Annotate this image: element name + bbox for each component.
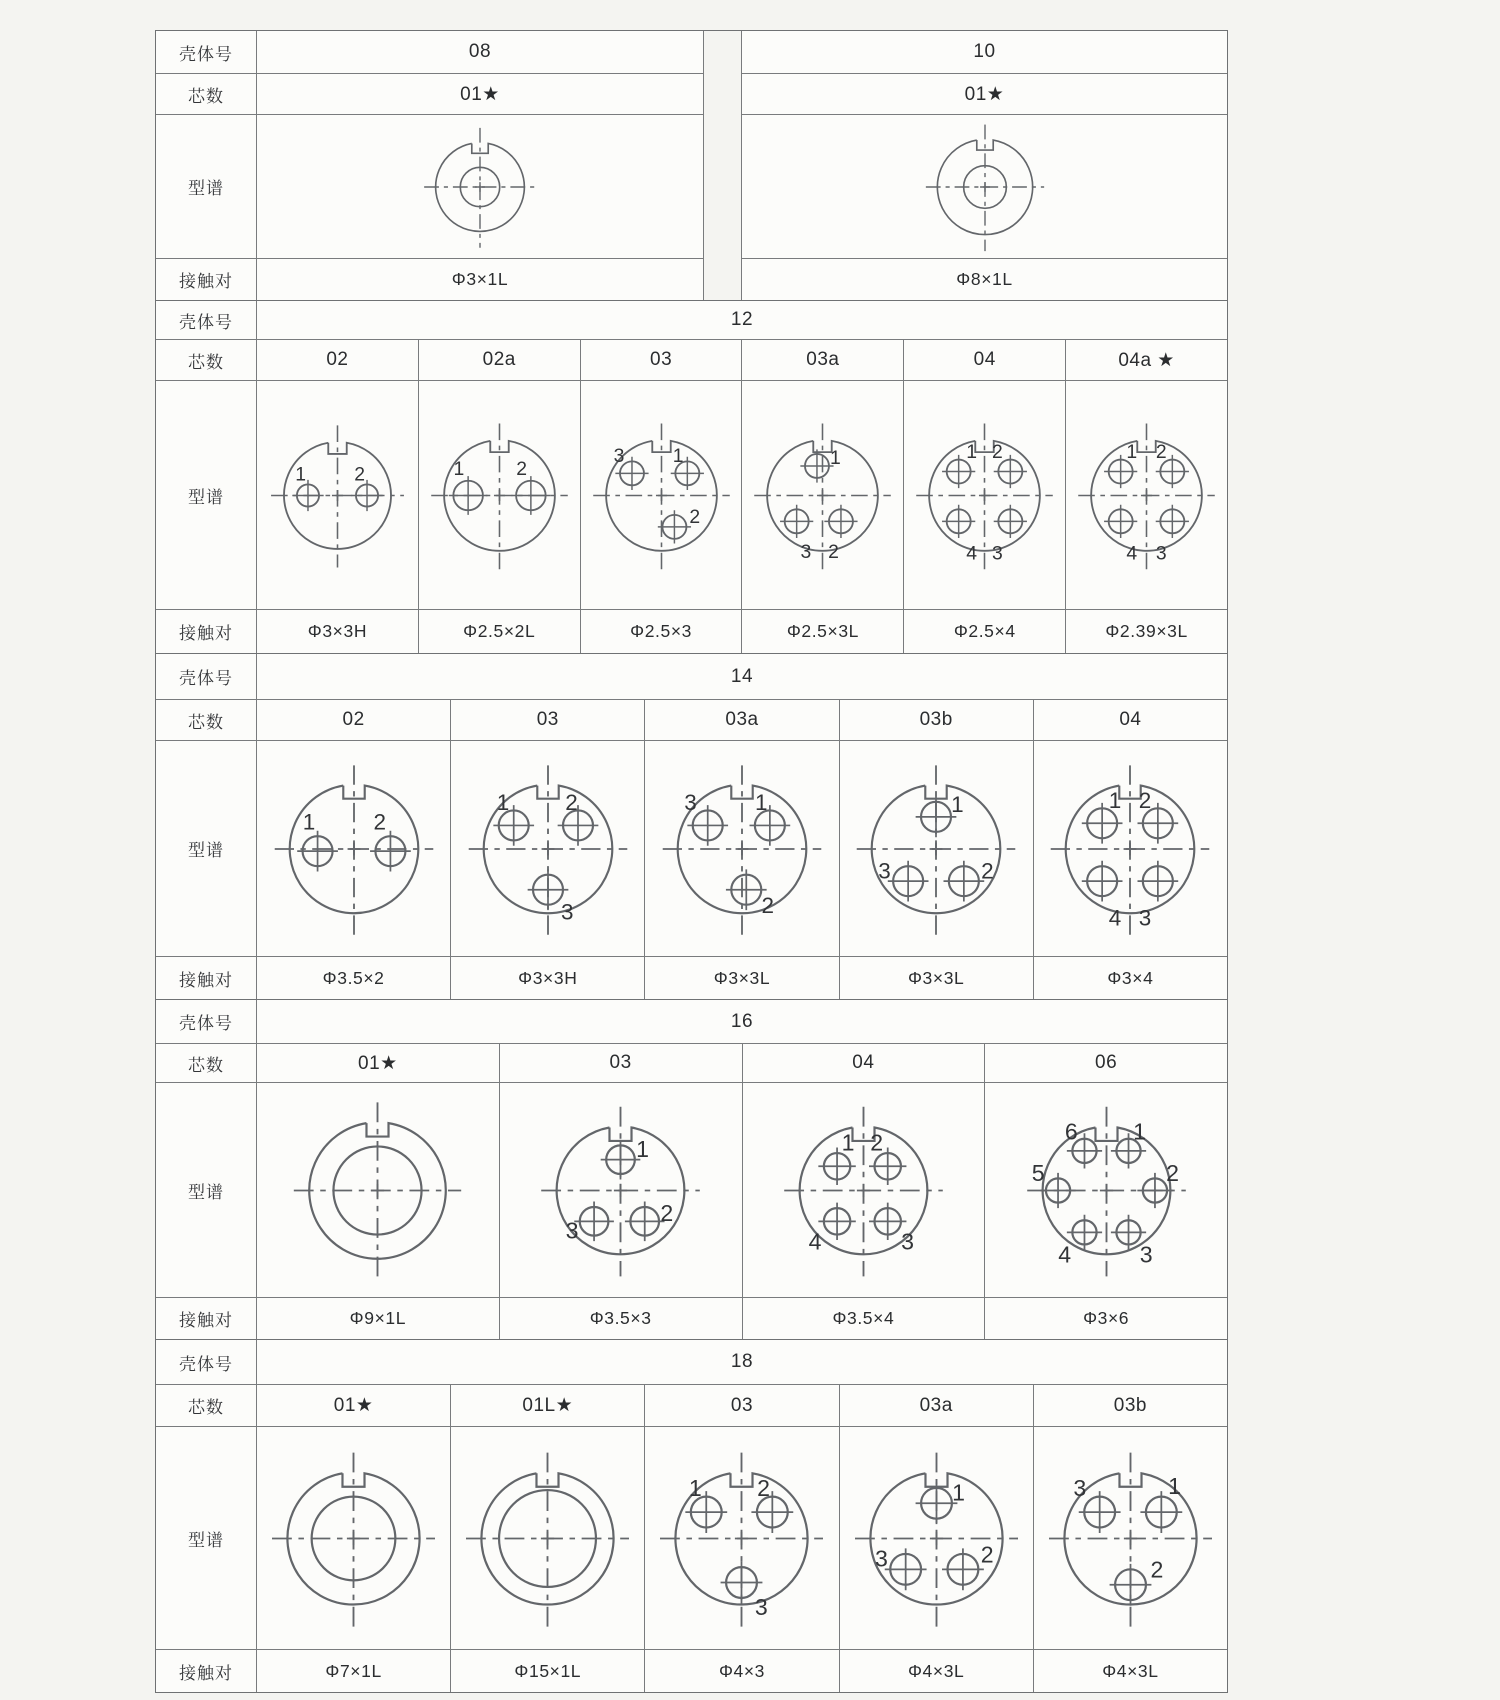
pin: [1058, 1214, 1102, 1267]
core-count-cell: 04: [904, 340, 1065, 380]
pin: [686, 1475, 728, 1533]
center-mark: [614, 1183, 627, 1196]
connector-diagram: [285, 1098, 470, 1283]
center-mark: [930, 1531, 943, 1544]
row-label-shell: 壳体号: [156, 1340, 256, 1384]
pin: [942, 504, 977, 564]
pin: [780, 504, 813, 562]
pin: [601, 1136, 649, 1179]
row-label-pattern: 型谱: [156, 115, 256, 258]
pin-cross: [1040, 1172, 1075, 1207]
connector-diagram: [1040, 759, 1220, 939]
row-label-pattern: 型谱: [156, 741, 256, 956]
row-label-shell: 壳体号: [156, 31, 256, 73]
pin: [1140, 1473, 1182, 1533]
shell-number-cell: 08: [257, 31, 703, 73]
pattern-diagram-cell: [1066, 381, 1227, 609]
pin-cross: [888, 860, 929, 901]
pin-number: 1: [966, 440, 978, 463]
pin-cross: [825, 504, 858, 537]
pin-number: 3: [1139, 905, 1152, 931]
row-label-cores: 芯数: [156, 700, 256, 740]
shell-number-cell: 16: [257, 1000, 1227, 1043]
pattern-diagram-cell: [904, 381, 1065, 609]
pin-cross: [297, 830, 338, 871]
core-count-cell: 01★: [257, 1044, 499, 1082]
pin: [670, 444, 703, 489]
pin: [297, 809, 338, 871]
row-label-shell: 壳体号: [156, 654, 256, 699]
pin-number: 2: [870, 1128, 884, 1155]
pin: [1064, 1118, 1101, 1168]
pin: [1031, 1160, 1075, 1208]
pin-number: 1: [636, 1135, 650, 1162]
pin-number: 1: [302, 808, 315, 834]
section-shell-12: [155, 300, 1228, 654]
core-count-cell: 04a ★: [1066, 340, 1227, 380]
pin-cross: [1082, 860, 1123, 901]
pin-cross: [818, 1202, 855, 1239]
contact-pair-cell: Φ4×3L: [840, 1650, 1033, 1692]
pattern-diagram-cell: [581, 381, 742, 609]
contact-pair-cell: Φ3.5×4: [743, 1298, 985, 1339]
pin: [1138, 787, 1179, 843]
contact-pair-cell: Φ4×3L: [1034, 1650, 1227, 1692]
pin-cross: [657, 510, 690, 543]
contact-pair-cell: Φ15×1L: [451, 1650, 644, 1692]
pin-cross: [884, 1548, 926, 1590]
core-count-cell: 03: [451, 700, 644, 740]
contact-pair-cell: Φ2.5×3: [581, 610, 742, 653]
contact-pair-cell: Φ9×1L: [257, 1298, 499, 1339]
pin: [1082, 787, 1123, 843]
pin-number: 3: [613, 444, 625, 467]
pin: [448, 457, 487, 514]
pin-number: 1: [951, 791, 964, 817]
pin-cross: [1109, 1563, 1151, 1605]
pin-number: 3: [900, 1228, 914, 1255]
pin-number: 1: [496, 789, 510, 815]
pin-cross: [1156, 504, 1189, 537]
pin-number: 5: [1031, 1159, 1045, 1186]
center-mark: [332, 489, 343, 500]
connector-diagram: [264, 759, 444, 939]
pin: [613, 444, 648, 489]
connector-diagram: [455, 1446, 640, 1631]
row-label-shell: 壳体号: [156, 1000, 256, 1043]
center-mark: [1100, 1183, 1113, 1196]
contact-pair-cell: Φ3×3H: [257, 610, 418, 653]
pin: [944, 858, 994, 901]
pin-number: 6: [1064, 1117, 1078, 1144]
pin: [879, 858, 929, 901]
contact-pair-cell: Φ2.5×2L: [419, 610, 580, 653]
row-label-shell: 壳体号: [156, 301, 256, 339]
pin-number: 1: [951, 1479, 965, 1506]
row-label-contact: 接触对: [156, 957, 256, 999]
pin-cross: [370, 830, 411, 871]
pin-number: 2: [515, 457, 527, 480]
pin-cross: [625, 1201, 665, 1241]
row-label-cores: 芯数: [156, 1044, 256, 1082]
pin-number: 4: [1057, 1241, 1071, 1268]
pin-cross: [557, 805, 598, 846]
center-mark: [1141, 489, 1152, 500]
pin-number: 4: [966, 542, 978, 565]
core-count-cell: 03: [500, 1044, 742, 1082]
core-count-cell: 02: [257, 700, 450, 740]
pin: [657, 505, 699, 543]
pin-number: 4: [1109, 905, 1122, 931]
pin: [527, 869, 573, 924]
pin: [292, 463, 323, 511]
center-mark: [371, 1183, 384, 1196]
pin-cross: [601, 1139, 641, 1179]
pin-number: 1: [1126, 440, 1138, 463]
connector-diagram: [907, 418, 1062, 573]
pin-number: 3: [878, 858, 892, 884]
pin-number: 2: [757, 1474, 771, 1501]
center-mark: [1124, 1531, 1137, 1544]
pattern-diagram-cell: [451, 1427, 644, 1649]
row-label-cores: 芯数: [156, 74, 256, 114]
pin-number: 3: [1155, 542, 1167, 565]
center-mark: [979, 489, 990, 500]
core-count-cell: 03b: [1034, 1385, 1227, 1426]
contact-pair-cell: Φ3×1L: [257, 259, 703, 300]
pattern-diagram-cell: [257, 1427, 450, 1649]
contact-pair-cell: Φ3.5×2: [257, 957, 450, 999]
connector-diagram: [916, 118, 1054, 256]
center-mark: [541, 1531, 554, 1544]
core-count-cell: 02: [257, 340, 418, 380]
pattern-diagram-cell: [257, 741, 450, 956]
core-count-cell: 01★: [742, 74, 1227, 114]
connector-diagram: [844, 1446, 1029, 1631]
contact-pair-cell: Φ3.5×3: [500, 1298, 742, 1339]
pin-number: 1: [1109, 787, 1122, 813]
pin: [992, 441, 1027, 488]
connector-diagram: [422, 418, 577, 573]
row-label-pattern: 型谱: [156, 1083, 256, 1297]
core-count-cell: 03a: [840, 1385, 1033, 1426]
contact-pair-cell: Φ2.5×3L: [742, 610, 903, 653]
pin: [875, 1545, 927, 1590]
pattern-diagram-cell: [840, 741, 1033, 956]
shell-number-cell: 10: [742, 31, 1227, 73]
pin: [1137, 1160, 1179, 1208]
center-mark: [347, 842, 360, 855]
pin-number: 2: [828, 540, 840, 563]
pin-number: 2: [992, 440, 1004, 463]
pin-number: 3: [1139, 1241, 1153, 1268]
pin-cross: [942, 1548, 984, 1590]
core-count-cell: 03: [645, 1385, 838, 1426]
core-count-cell: 04: [1034, 700, 1227, 740]
pattern-diagram-cell: [419, 381, 580, 609]
center-mark: [817, 489, 828, 500]
contact-pair-cell: Φ2.39×3L: [1066, 610, 1227, 653]
row-label-pattern: 型谱: [156, 381, 256, 609]
contact-pair-cell: Φ3×6: [985, 1298, 1227, 1339]
row-label-contact: 接触对: [156, 1650, 256, 1692]
connector-diagram: [1038, 1446, 1223, 1631]
center-mark: [656, 489, 667, 500]
section-shell-18: [155, 1339, 1228, 1693]
pin-number: 4: [808, 1228, 822, 1255]
pin-cross: [1104, 504, 1137, 537]
connector-spec-table: [155, 30, 1228, 1693]
pin-number: 3: [1073, 1474, 1087, 1501]
pin: [1109, 1556, 1163, 1605]
center-mark: [347, 1531, 360, 1544]
pin: [942, 441, 977, 488]
pin-cross: [942, 504, 975, 537]
center-mark: [1124, 842, 1137, 855]
core-count-cell: 01L★: [451, 1385, 644, 1426]
contact-pair-cell: Φ3×4: [1034, 957, 1227, 999]
shell-number-cell: 12: [257, 301, 1227, 339]
connector-diagram: [846, 759, 1026, 939]
pin: [992, 504, 1027, 564]
pin: [511, 457, 550, 514]
pin: [1156, 504, 1189, 564]
shell-number-cell: 14: [257, 654, 1227, 699]
pin: [1111, 1118, 1146, 1168]
contact-pair-cell: Φ3×3L: [840, 957, 1033, 999]
pin-number: 2: [980, 1540, 994, 1567]
connector-diagram: [260, 418, 415, 573]
pin-number: 3: [684, 789, 697, 815]
center-mark: [541, 842, 554, 855]
connector-diagram: [1014, 1098, 1199, 1283]
pin: [721, 1561, 768, 1620]
pin-number: 1: [1168, 1472, 1181, 1499]
pin-number: 3: [755, 1593, 769, 1620]
pin-cross: [994, 504, 1027, 537]
pin: [566, 1201, 614, 1243]
pin-number: 1: [689, 1474, 703, 1501]
pin-number: 2: [565, 789, 578, 815]
connector-diagram: [584, 418, 739, 573]
core-count-cell: 02a: [419, 340, 580, 380]
row-label-cores: 芯数: [156, 1385, 256, 1426]
section-shell-14: [155, 653, 1228, 1000]
core-count-cell: 03a: [742, 340, 903, 380]
pin: [1156, 441, 1189, 488]
pin: [684, 790, 728, 846]
pin-number: 2: [761, 892, 774, 918]
core-count-cell: 03: [581, 340, 742, 380]
pattern-diagram-cell: [743, 1083, 985, 1297]
pin-cross: [511, 476, 550, 515]
pin-number: 1: [295, 462, 306, 485]
center-mark: [475, 182, 485, 192]
pin-number: 2: [1139, 787, 1152, 813]
pin: [1104, 441, 1137, 488]
center-mark: [857, 1183, 870, 1196]
pattern-diagram-cell: [742, 115, 1227, 258]
pin-number: 2: [373, 808, 386, 834]
pin: [726, 869, 774, 918]
connector-diagram: [652, 759, 832, 939]
pin-cross: [801, 449, 834, 482]
pin-number: 3: [565, 1217, 579, 1244]
row-label-contact: 接触对: [156, 1298, 256, 1339]
pattern-diagram-cell: [451, 741, 644, 956]
contact-pair-cell: Φ4×3: [645, 1650, 838, 1692]
pin: [749, 790, 790, 846]
pattern-diagram-cell: [645, 741, 838, 956]
pin-number: 1: [672, 444, 684, 467]
pin-cross: [574, 1201, 614, 1241]
pin-number: 3: [800, 540, 812, 563]
table-gap-strip: [704, 31, 741, 300]
pattern-diagram-cell: [742, 381, 903, 609]
pin-number: 3: [874, 1545, 888, 1572]
core-count-cell: 06: [985, 1044, 1227, 1082]
section-shell-08-10: [155, 30, 1228, 301]
center-mark: [930, 842, 943, 855]
pin: [1073, 1475, 1120, 1533]
pin-number: 3: [992, 542, 1004, 565]
section-shell-16: [155, 999, 1228, 1340]
pin: [557, 790, 598, 846]
row-label-contact: 接触对: [156, 259, 256, 300]
pattern-diagram-cell: [985, 1083, 1227, 1297]
core-count-cell: 03a: [645, 700, 838, 740]
pin: [752, 1475, 794, 1533]
center-mark: [494, 489, 505, 500]
pin-number: 2: [354, 462, 365, 485]
pin-number: 2: [660, 1199, 674, 1226]
pattern-diagram-cell: [257, 381, 418, 609]
pin-number: 1: [755, 789, 768, 815]
contact-pair-cell: Φ7×1L: [257, 1650, 450, 1692]
pin-number: 1: [830, 446, 842, 469]
contact-pair-cell: Φ2.5×4: [904, 610, 1065, 653]
pin-cross: [944, 860, 985, 901]
pin-cross: [780, 504, 813, 537]
center-mark: [736, 842, 749, 855]
pattern-diagram-cell: [500, 1083, 742, 1297]
pin: [370, 809, 411, 871]
pin: [1111, 1214, 1153, 1267]
pattern-diagram-cell: [645, 1427, 838, 1649]
pin-cross: [448, 476, 487, 515]
connector-diagram: [745, 418, 900, 573]
pin: [493, 790, 534, 846]
row-label-pattern: 型谱: [156, 1427, 256, 1649]
pattern-diagram-cell: [257, 1083, 499, 1297]
connector-diagram: [411, 118, 549, 256]
connector-diagram: [261, 1446, 446, 1631]
pin-number: 2: [1155, 440, 1167, 463]
pin: [1138, 860, 1179, 930]
core-count-cell: 04: [743, 1044, 985, 1082]
contact-pair-cell: Φ3×3H: [451, 957, 644, 999]
connector-diagram: [1069, 418, 1224, 573]
shell-number-cell: 18: [257, 1340, 1227, 1384]
pattern-diagram-cell: [257, 115, 703, 258]
contact-pair-cell: Φ8×1L: [742, 259, 1227, 300]
core-count-cell: 01★: [257, 1385, 450, 1426]
connector-diagram: [771, 1098, 956, 1283]
pin-number: 3: [560, 898, 574, 924]
center-mark: [735, 1531, 748, 1544]
row-label-contact: 接触对: [156, 610, 256, 653]
pin-number: 2: [688, 505, 700, 528]
pin-cross: [1138, 860, 1179, 901]
pin: [818, 1129, 855, 1185]
pattern-diagram-cell: [1034, 741, 1227, 956]
pattern-diagram-cell: [840, 1427, 1033, 1649]
core-count-cell: 01★: [257, 74, 703, 114]
pin: [1082, 860, 1123, 930]
connector-diagram: [649, 1446, 834, 1631]
pin-number: 4: [1126, 542, 1138, 565]
connector-diagram: [528, 1098, 713, 1283]
pin-number: 1: [1132, 1117, 1146, 1144]
pin-number: 1: [841, 1128, 855, 1155]
pin-number: 2: [981, 858, 994, 884]
pin-number: 2: [1150, 1556, 1164, 1583]
pin: [351, 463, 382, 511]
pin-number: 2: [1165, 1159, 1179, 1186]
contact-pair-cell: Φ3×3L: [645, 957, 838, 999]
connector-diagram: [458, 759, 638, 939]
pin-number: 1: [453, 457, 465, 480]
pin: [1104, 504, 1137, 564]
pattern-diagram-cell: [1034, 1427, 1227, 1649]
center-mark: [980, 182, 990, 192]
core-count-cell: 03b: [840, 700, 1033, 740]
row-label-cores: 芯数: [156, 340, 256, 380]
pin: [825, 504, 858, 562]
